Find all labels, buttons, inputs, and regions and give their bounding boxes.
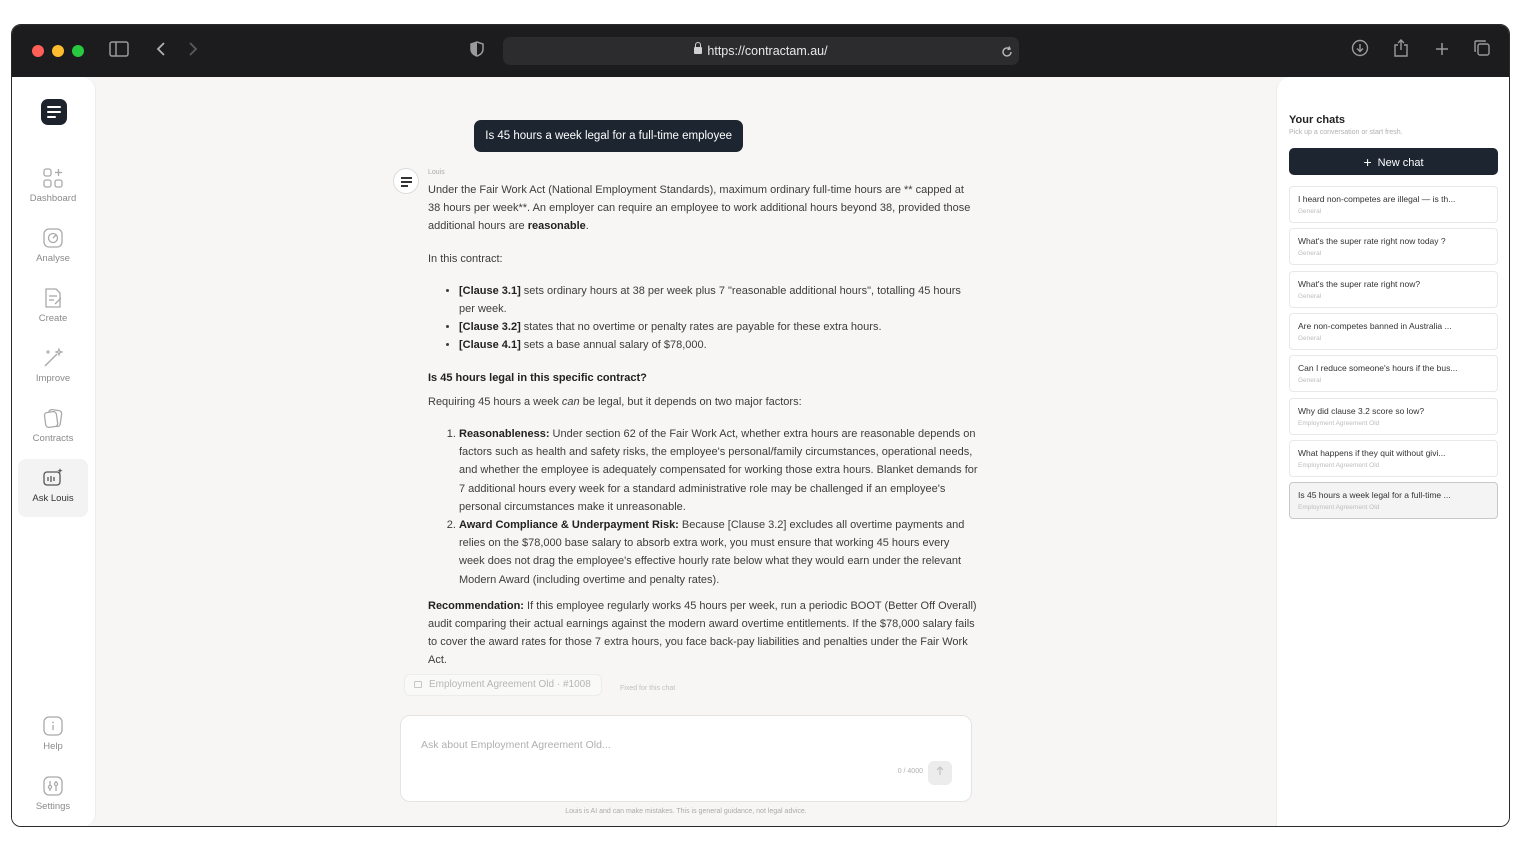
- maximize-window-button[interactable]: [72, 45, 84, 57]
- back-arrow-icon[interactable]: [149, 39, 173, 63]
- list-item: • [Clause 3.2] states that no overtime or penalty rates are payable for these extra hours.: [459, 318, 978, 336]
- nav-contracts[interactable]: [18, 399, 88, 457]
- panel-subtitle: Pick up a conversation or start fresh.: [1289, 129, 1403, 136]
- sidebar-toggle-icon[interactable]: [107, 39, 131, 63]
- nav-label: Ask Louis: [32, 493, 74, 504]
- reply-paragraph: In this contract:: [428, 252, 503, 265]
- chats-panel: [1276, 77, 1510, 827]
- create-document-icon: [42, 287, 64, 309]
- nav-label: Contracts: [32, 433, 74, 444]
- nav-dashboard[interactable]: [18, 159, 88, 217]
- nav-label: Dashboard: [29, 193, 77, 204]
- nav-help[interactable]: [18, 707, 88, 765]
- plus-icon: +: [1363, 154, 1372, 170]
- tab-overview-icon[interactable]: [1470, 39, 1494, 63]
- reply-paragraph: Under the Fair Work Act (National Employment Standards), maximum ordinary full-time hours are ** capped at 38 hours per week**. An employer can require an employee to work additional hours beyond 38, provided those additional hours are reasonable.: [428, 184, 971, 233]
- sender-name: Louis: [428, 169, 445, 176]
- chat-area: [96, 77, 1276, 827]
- nav-label: Improve: [35, 373, 71, 384]
- chat-list-item[interactable]: Can I reduce someone's hours if the bus... General: [1289, 355, 1498, 392]
- arrow-up-icon: [935, 766, 945, 776]
- chat-list-item[interactable]: What's the super rate right now today ? General: [1289, 228, 1498, 265]
- ai-disclaimer: Louis is AI and can make mistakes. This is general guidance, not legal advice.: [565, 808, 807, 815]
- louis-avatar-icon: [393, 168, 419, 194]
- url-text: https://contractam.au/: [707, 44, 828, 58]
- nav-label: Create: [38, 313, 68, 324]
- send-button[interactable]: [928, 761, 952, 785]
- nav-settings[interactable]: [18, 767, 88, 825]
- share-icon[interactable]: [1389, 39, 1413, 63]
- privacy-shield-icon[interactable]: [465, 39, 489, 63]
- dashboard-icon: [42, 167, 64, 189]
- fixed-note: Fixed for this chat: [620, 685, 676, 692]
- lock-icon: [414, 681, 422, 688]
- nav-analyse[interactable]: [18, 219, 88, 277]
- reload-icon[interactable]: [1001, 37, 1013, 65]
- reply-heading: Is 45 hours legal in this specific contract?: [428, 371, 647, 384]
- analyse-icon: [42, 227, 64, 249]
- lock-icon: [694, 47, 702, 54]
- address-bar[interactable]: [503, 37, 1019, 65]
- list-item: • [Clause 3.1] sets ordinary hours at 38 per week plus 7 "reasonable additional hours", totalling 45 hours per week.: [459, 282, 978, 318]
- ask-louis-chat-icon: [42, 467, 64, 489]
- contracts-icon: [42, 407, 64, 429]
- chat-list-item[interactable]: Why did clause 3.2 score so low? Employment Agreement Old: [1289, 398, 1498, 435]
- nav-ask-louis[interactable]: [18, 459, 88, 517]
- clause-list: [444, 282, 978, 355]
- reply-paragraph: Requiring 45 hours a week can be legal, but it depends on two major factors:: [428, 395, 802, 408]
- list-item: 1. Reasonableness: Under section 62 of the Fair Work Act, whether extra hours are reasonable depends on factors such as health and safety risks, the employee's personal/family circumstances, operational needs, and whether the employee is adequately compensated for working those extra hours. Blanket demands for 7 additional hours every week for a standard administrative role may be challenged if an employee's personal circumstances make it unreasonable.: [459, 425, 978, 516]
- help-icon: [42, 715, 64, 737]
- message-composer[interactable]: [400, 715, 972, 802]
- chat-list-item[interactable]: Are non-competes banned in Australia ... General: [1289, 313, 1498, 350]
- nav-label: Analyse: [36, 253, 70, 264]
- character-counter: 0 / 4000: [897, 768, 923, 775]
- nav-label: Help: [43, 741, 63, 752]
- settings-sliders-icon: [42, 775, 64, 797]
- chat-list-item-active[interactable]: Is 45 hours a week legal for a full-time ... Employment Agreement Old: [1289, 482, 1498, 519]
- recommendation: Recommendation: If this employee regularly works 45 hours per week, run a periodic BOOT (Better Off Overall) audit comparing their actual earnings against the modern award overtime entitlements. If the $78,000 salary fails to cover the award rates for those 7 extra hours, you face back-pay liabilities and penalties under the Fair Work Act.: [428, 599, 977, 667]
- forward-arrow-icon[interactable]: [181, 39, 205, 63]
- close-window-button[interactable]: [32, 45, 44, 57]
- browser-window: [11, 24, 1510, 827]
- chat-list-item[interactable]: What happens if they quit without givi... Employment Agreement Old: [1289, 440, 1498, 477]
- minimize-window-button[interactable]: [52, 45, 64, 57]
- new-chat-button[interactable]: + New chat: [1289, 148, 1498, 175]
- factors-list: [444, 425, 978, 589]
- magic-wand-icon: [42, 347, 64, 369]
- message-input[interactable]: Ask about Employment Agreement Old...: [421, 739, 611, 751]
- browser-toolbar: [12, 25, 1509, 77]
- context-document-pill: Employment Agreement Old · #1008: [404, 674, 602, 696]
- new-tab-icon[interactable]: [1430, 39, 1454, 63]
- list-item: 2. Award Compliance & Underpayment Risk: Because [Clause 3.2] excludes all overtime payments and relies on the $78,000 base salary to absorb extra work, you must ensure that working 45 hours every week does not drag the employee's effective hourly rate below what they would earn under the relevant Modern Award (including overtime and penalty rates).: [459, 516, 978, 589]
- app-logo-icon[interactable]: [41, 99, 67, 125]
- nav-create[interactable]: [18, 279, 88, 337]
- nav-label: Settings: [35, 801, 71, 812]
- chat-list-item[interactable]: I heard non-competes are illegal — is th... General: [1289, 186, 1498, 223]
- list-item: • [Clause 4.1] sets a base annual salary of $78,000.: [459, 336, 978, 354]
- assistant-reply: [428, 181, 978, 667]
- user-message-bubble: Is 45 hours a week legal for a full-time employee: [474, 120, 743, 152]
- chat-list-item[interactable]: What's the super rate right now? General: [1289, 271, 1498, 308]
- panel-title: Your chats: [1289, 114, 1346, 126]
- nav-improve[interactable]: [18, 339, 88, 397]
- left-nav: [12, 77, 96, 827]
- downloads-icon[interactable]: [1348, 39, 1372, 63]
